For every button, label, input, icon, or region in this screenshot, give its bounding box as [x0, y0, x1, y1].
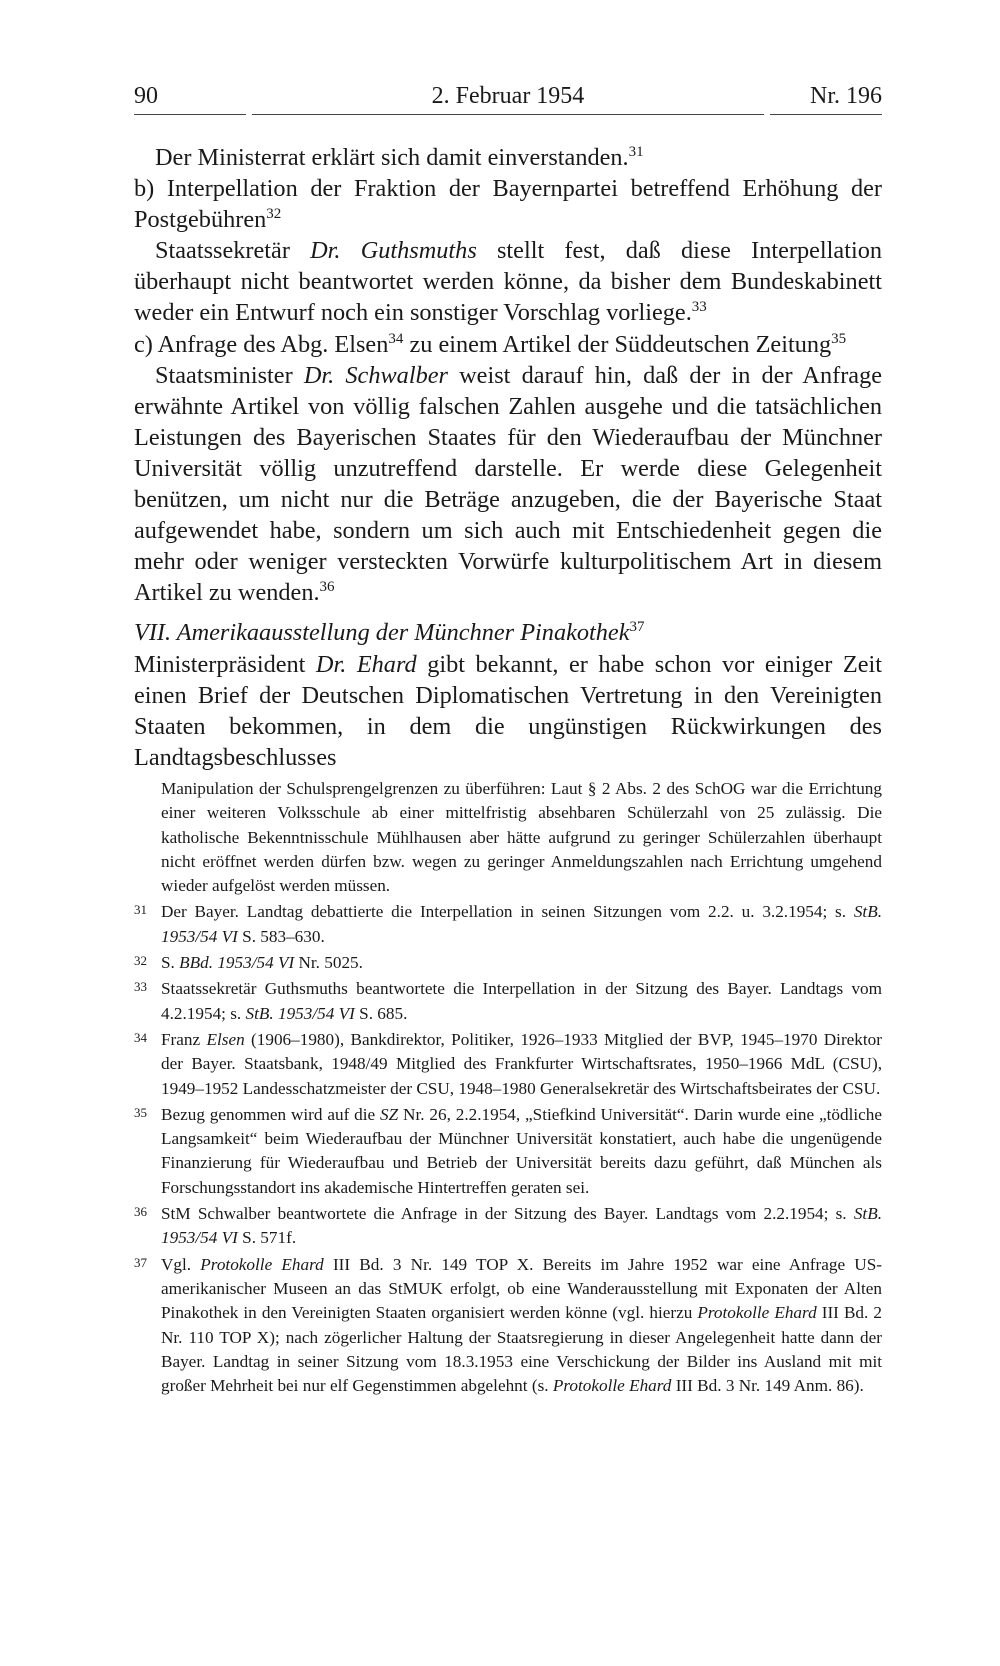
paragraph-agreement: Der Ministerrat erklärt sich damit einverstanden.$^{31}$ [155, 144, 644, 171]
footnote-34: 34 Franz Elsen (1906–1980), Bankdirektor, Politiker, 1926–1933 Mitglied der BVP, 1945–1970 Direktor der Bayer. Staatsbank, 1948/49 Mitglied des Frankfurter Wirtschaftsrates, 1950–1966 MdL (CSU), 1949–1952 Landesschatzmeister der CSU, 1948–1980 Generalsekretär des Wirtschaftsbeirates der CSU. [134, 1029, 882, 1098]
footnote-number: 37 [134, 1254, 147, 1270]
speaker-name: Dr. Schwalber [303, 361, 448, 389]
running-header [134, 83, 882, 117]
header-rule-left [134, 114, 246, 115]
agenda-item-b: b) Interpellation der Fraktion der Bayernpartei betreffend Erhöhung der Postgebühren$^{32}$ [134, 175, 882, 234]
footnote-37: 37 Vgl. Protokolle Ehard III Bd. 3 Nr. 149 TOP X. Bereits im Jahre 1952 war eine Anfrage US-amerikanischer Museen an das StMUK erfolgt, ob eine Wanderausstellung mit Exponaten der Alten Pinakothek in den Vereinigten Staaten organisiert werden könne (vgl. hierzu Protokolle Ehard III Bd. 2 Nr. 110 TOP X); nach zögerlicher Haltung der Staatsregierung in dieser Angelegenheit hatte dann der Bayer. Landtag in seiner Sitzung vom 18.3.1953 eine Verschickung der Bilder ins Ausland mit mit großer Mehrheit bei nur elf Gegenstimmen abgelehnt (s. Protokolle Ehard III Bd. 3 Nr. 149 Anm. 86). [134, 1254, 882, 1396]
footnote-number: 36 [134, 1204, 147, 1220]
footnote-number: 32 [134, 953, 147, 969]
footnote-31: 31 Der Bayer. Landtag debattierte die Interpellation in seinen Sitzungen vom 2.2. u. 3.2.1954; s. StB. 1953/54 VI S. 583–630. [134, 902, 882, 946]
speaker-name: Dr. Ehard [315, 650, 417, 678]
header-rule-center [252, 114, 764, 115]
footnote-ref-36[interactable]: 36 [319, 579, 335, 596]
page-number: 90 [134, 83, 158, 109]
footnote-36: 36 StM Schwalber beantwortete die Anfrage in der Sitzung des Bayer. Landtags vom 2.2.1954; s. StB. 1953/54 VI S. 571f. [134, 1204, 882, 1248]
paragraph-guthsmuths: Staatssekretär Dr. Guthsmuths stellt fest, daß diese Interpellation überhaupt nicht beantwortet werden könne, da bisher dem Bundeskabinett weder ein Entwurf noch ein sonstiger Vorschlag vorliege.$^{33}$ [134, 237, 882, 327]
footnote-ref-33[interactable]: 33 [691, 299, 707, 316]
paragraph-schwalber: Staatsminister Dr. Schwalber weist darauf hin, daß der in der Anfrage erwähnte Artikel von völlig falschen Zahlen ausgehe und die tatsächlichen Leistungen des Bayerischen Staates für den Wiederaufbau der Münchner Universität völlig unzutreffend darstelle. Er werde diese Gelegenheit benützen, um nicht nur die Beträge anzugeben, die der Bayerische Staat aufgewendet habe, sondern um sich auch mit Entschiedenheit gegen die mehr oder weniger versteckten Vorwürfe kulturpolitischem Art in diesem Artikel zu wenden.$^{36}$ [134, 361, 882, 607]
speaker-name: Dr. Guthsmuths [310, 237, 477, 265]
footnote-number: 31 [134, 902, 147, 918]
header-rule-right [770, 114, 882, 115]
header-document-number: Nr. 196 [810, 83, 882, 109]
header-date: 2. Februar 1954 [431, 83, 585, 109]
section-heading-vii: VII. Amerikaausstellung der Münchner Pinakothek$^{37}$ [134, 619, 645, 647]
footnote-ref-34[interactable]: 34 [388, 330, 404, 347]
footnotes [134, 777, 882, 1398]
agenda-item-c: c) Anfrage des Abg. Elsen$^{34}$ zu einem Artikel der Süddeutschen Zeitung$^{35}$ [134, 330, 847, 358]
footnote-ref-31[interactable]: 31 [628, 144, 644, 160]
footnote-ref-35[interactable]: 35 [831, 330, 847, 347]
paragraph-ehard: Ministerpräsident Dr. Ehard gibt bekannt, er habe schon vor einiger Zeit einen Brief der Deutschen Diplomatischen Vertretung in den Vereinigten Staaten bekommen, in dem die ungünstigen Rückwirkungen des Landtagsbeschlusses [134, 650, 882, 771]
footnote-ref-37[interactable]: 37 [629, 619, 645, 636]
footnote-number: 35 [134, 1104, 147, 1120]
footnote-35: 35 Bezug genommen wird auf die SZ Nr. 26, 2.2.1954, „Stiefkind Universität“. Darin wurde eine „tödliche Langsamkeit“ beim Wiederaufbau der Münchner Universität konstatiert, auch habe die ungenügende Finanzierung für Wiederaufbau und Betrieb der Universität bereits dazu geführt, daß München als Forschungsstandort ins akademische Hintertreffen geraten sei. [134, 1104, 882, 1197]
footnote-number: 34 [134, 1029, 147, 1045]
footnote-number: 33 [134, 979, 147, 995]
footnote-ref-32[interactable]: 32 [266, 206, 282, 223]
main-text [134, 142, 882, 773]
footnote-continuation: Manipulation der Schulsprengelgrenzen zu überführen: Laut § 2 Abs. 2 des SchOG war die Errichtung einer weiteren Volksschule ab einer mittelfristig absehbaren Schülerzahl von 25 zulässig. Die katholische Bekenntnisschule Mühlhausen aber hätte aufgrund zu geringer Schülerzahlen überhaupt nicht eröffnet werden dürfen bzw. wegen zu geringer Anmeldungszahlen nach Errichtung umgehend wieder aufgelöst werden müssen. [161, 779, 882, 896]
footnote-33: 33 Staatssekretär Guthsmuths beantwortete die Interpellation in der Sitzung des Bayer. Landtags vom 4.2.1954; s. StB. 1953/54 VI S. 685. [134, 979, 882, 1023]
footnote-32: 32 S. BBd. 1953/54 VI Nr. 5025. [134, 953, 363, 973]
